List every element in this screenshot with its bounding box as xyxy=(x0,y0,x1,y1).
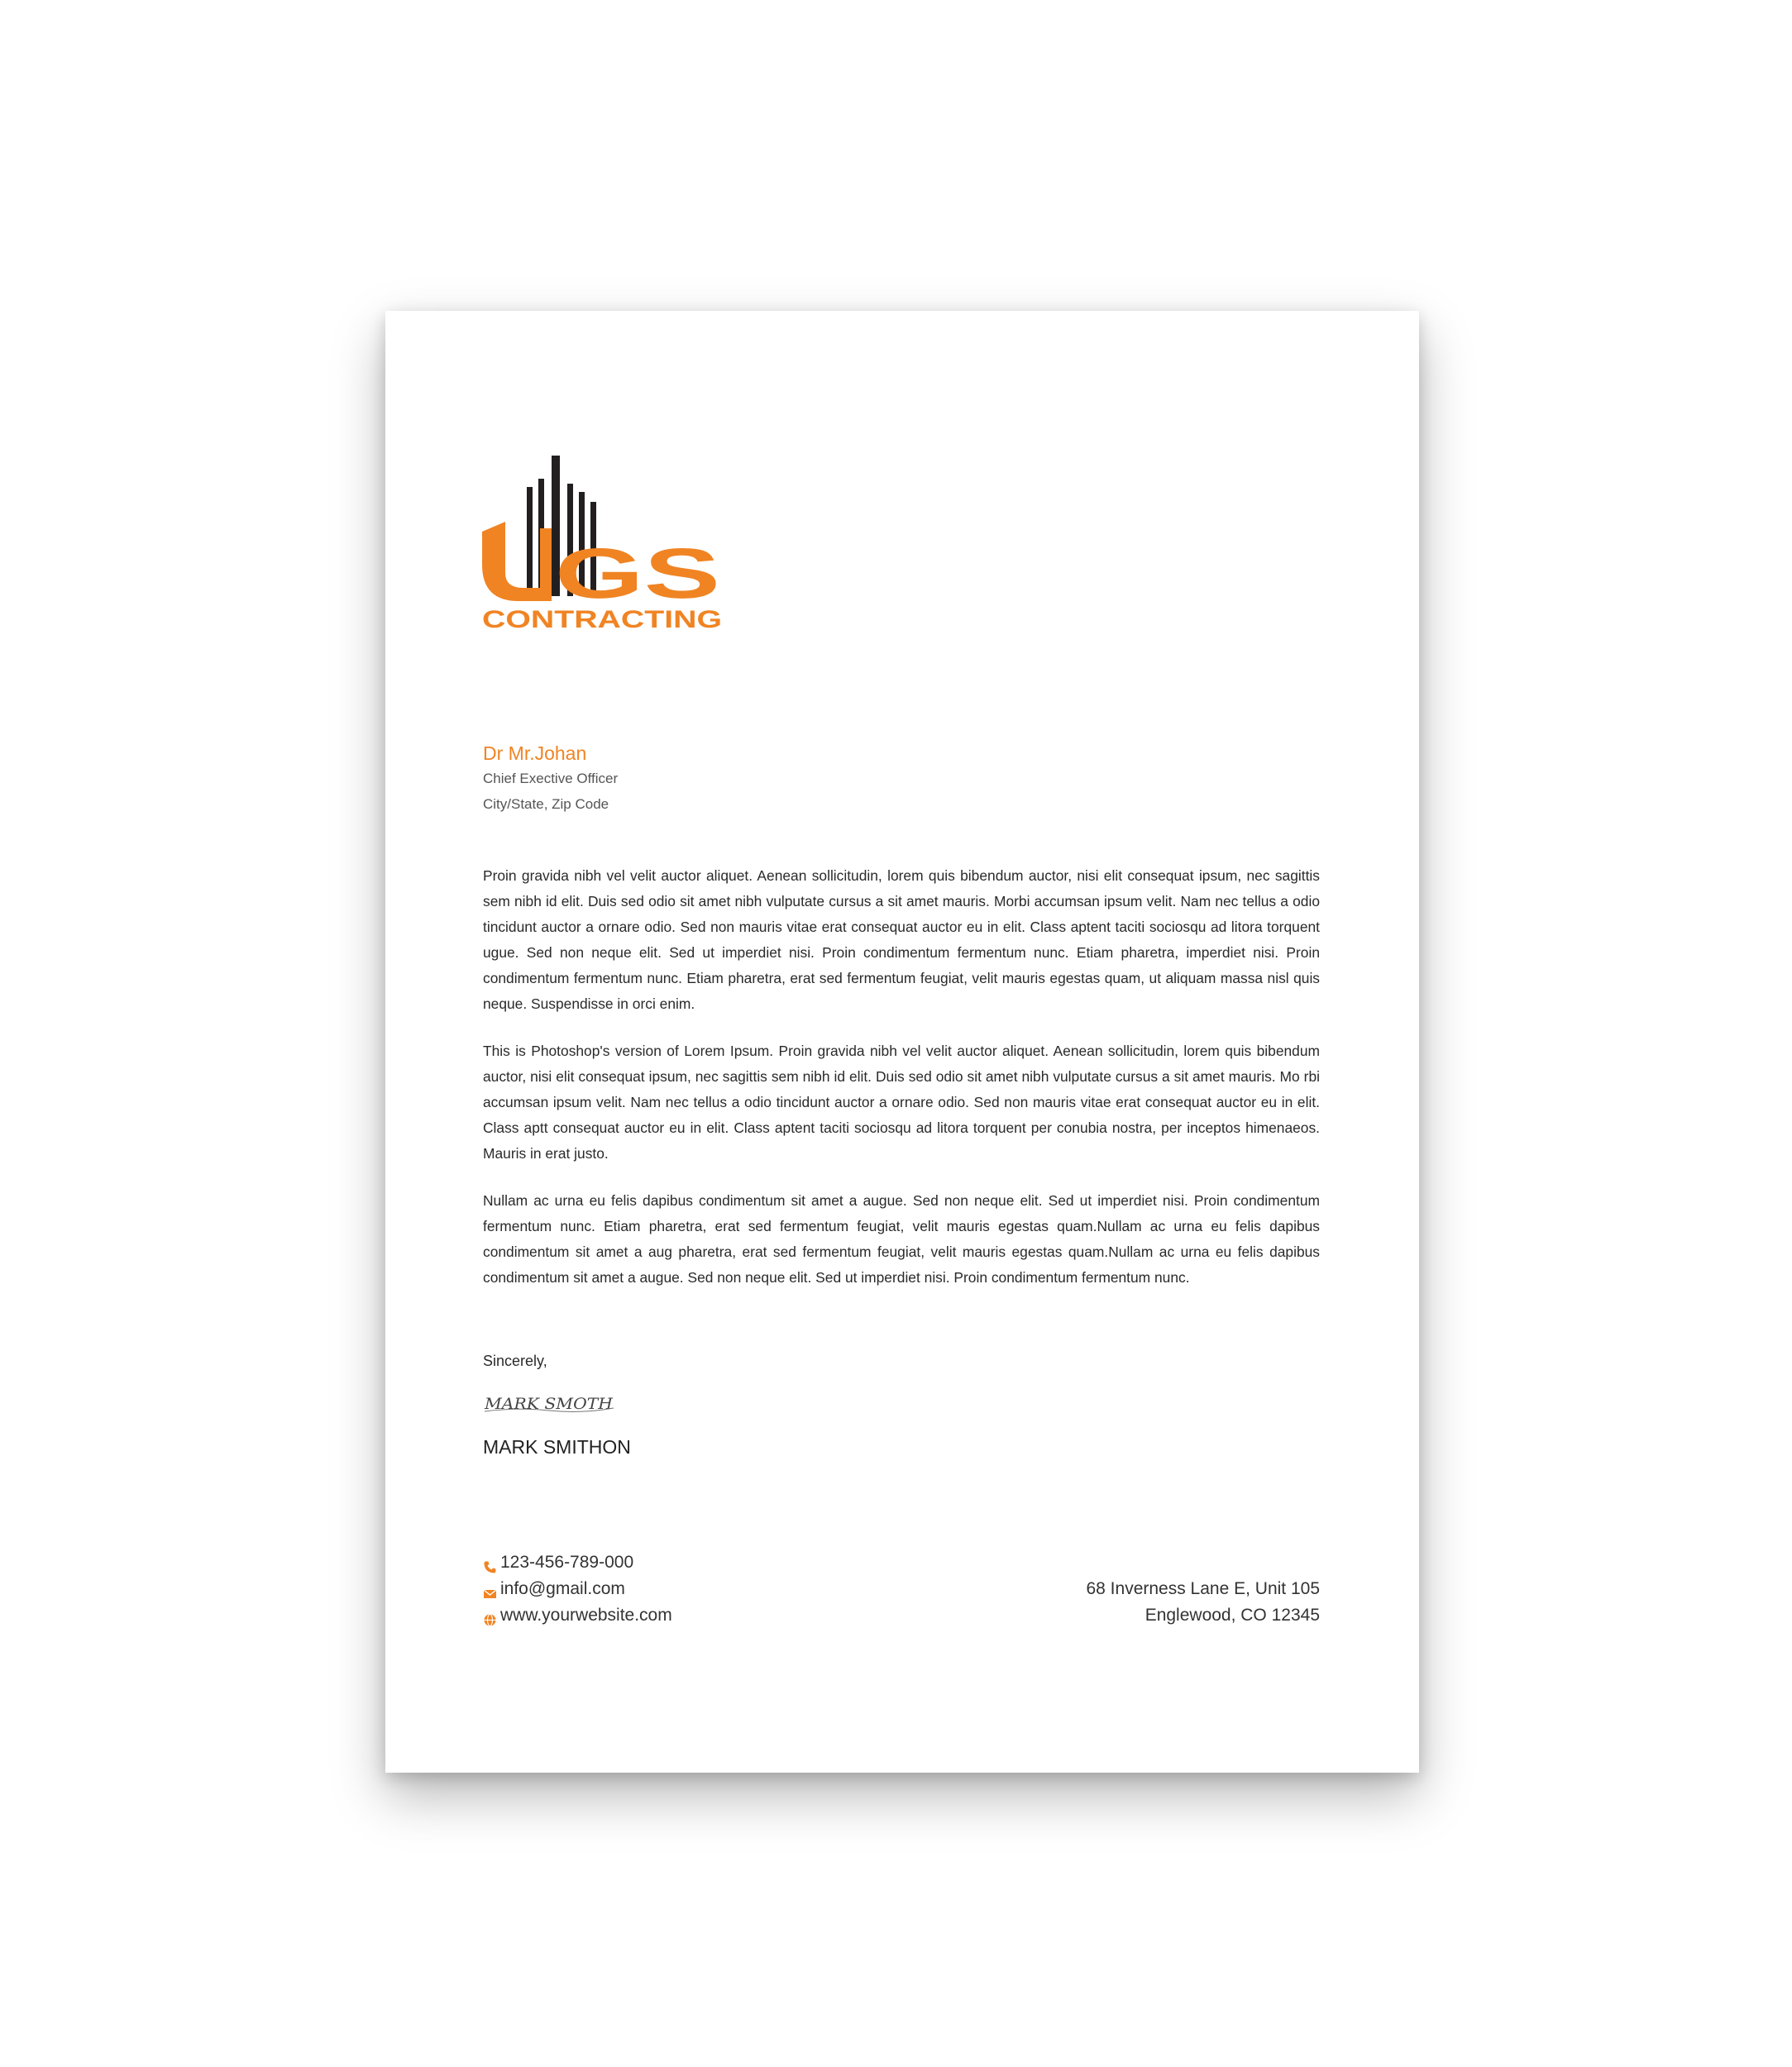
body-paragraph: Proin gravida nibh vel velit auctor aliquet. Aenean sollicitudin, lorem quis bibendum auctor, nisi elit consequat ipsum, nec sagittis sem nibh id elit. Duis sed odio sit amet nibh vulputate cursus a sit amet mauris. Morbi accumsan ipsum velit. Nam nec tellus a odio tincidunt auctor a ornare odio. Sed non mauris vitae erat consequat auctor eu in elit. Class aptent taciti sociosqu ad litora torquent ugue. Sed non neque elit. Sed ut imperdiet nisi. Proin condimentum fermentum nunc. Etiam pharetra, imperdiet nisi. Proin condimentum fermentum nunc. Etiam pharetra, erat sed fermentum feugiat, velit mauris egestas quam, ut aliquam massa nisl quis neque. Suspendisse in orci enim. xyxy=(483,867,1320,1012)
body-paragraph: This is Photoshop's version of Lorem Ipsum. Proin gravida nibh vel velit auctor aliquet. Aenean sollicitudin, lorem quis bibendum auctor, nisi elit consequat ipsum, nec sagittis sem nibh id elit. Duis sed odio sit amet nibh vulputate cursus a sit amet mauris. Mo rbi accumsan ipsum velit. Nam nec tellus a odio tincidunt auctor a ornare odio. Sed non mauris vitae erat consequat auctor eu in elit. Class aptt consequat auctor eu in elit. Class aptent taciti sociosqu ad litora torquent per conubia nostra, per inceptos himenaeos. Mauris in erat justo. xyxy=(483,1043,1320,1162)
letterhead-sheet xyxy=(385,311,1419,1773)
phone-number[interactable]: 123-456-789-000 xyxy=(500,1553,634,1572)
letter-body xyxy=(483,863,1320,1312)
signer-name: MARK SMITHON xyxy=(483,1436,631,1458)
website-url[interactable]: www.yourwebsite.com xyxy=(500,1606,672,1625)
contact-phone xyxy=(483,1549,672,1576)
signature-script: MARK SMOTH xyxy=(483,1395,614,1413)
recipient-block xyxy=(483,741,618,817)
contact-email xyxy=(483,1576,672,1602)
email-address[interactable]: info@gmail.com xyxy=(500,1579,625,1598)
handwritten-signature xyxy=(483,1386,624,1419)
contact-website xyxy=(483,1602,672,1629)
building-logo-icon xyxy=(482,456,730,631)
logo-monogram: GS xyxy=(555,534,720,613)
address-line-2: Englewood, CO 12345 xyxy=(1144,1606,1320,1625)
contact-block xyxy=(483,1549,672,1629)
address-line-1: 68 Inverness Lane E, Unit 105 xyxy=(1086,1579,1320,1598)
company-logo xyxy=(482,456,730,631)
signature-icon xyxy=(483,1386,624,1419)
address-block xyxy=(1086,1576,1320,1629)
body-paragraph: Nullam ac urna eu felis dapibus condimentum sit amet a augue. Sed non neque elit. Sed ut imperdiet nisi. Proin condimentum fermentum nunc. Etiam pharetra, erat sed fermentum feugiat, velit mauris egestas quam.Nullam ac urna eu felis dapibus condimentum sit amet a aug pharetra, erat sed fermentum feugiat, velit mauris egestas quam.Nullam ac urna eu felis dapibus condimentum sit amet a augue. Sed non neque elit. Sed ut imperdiet nisi. Proin condimentum fermentum nunc. xyxy=(483,1192,1320,1286)
recipient-name: Dr Mr.Johan xyxy=(483,742,587,764)
envelope-icon xyxy=(483,1582,497,1597)
phone-icon xyxy=(483,1556,497,1570)
recipient-title: Chief Exective Officer xyxy=(483,771,619,786)
closing-salutation: Sincerely, xyxy=(483,1353,547,1369)
logo-tagline: CONTRACTING xyxy=(482,606,722,631)
recipient-location: City/State, Zip Code xyxy=(483,796,609,812)
globe-icon xyxy=(483,1609,497,1623)
